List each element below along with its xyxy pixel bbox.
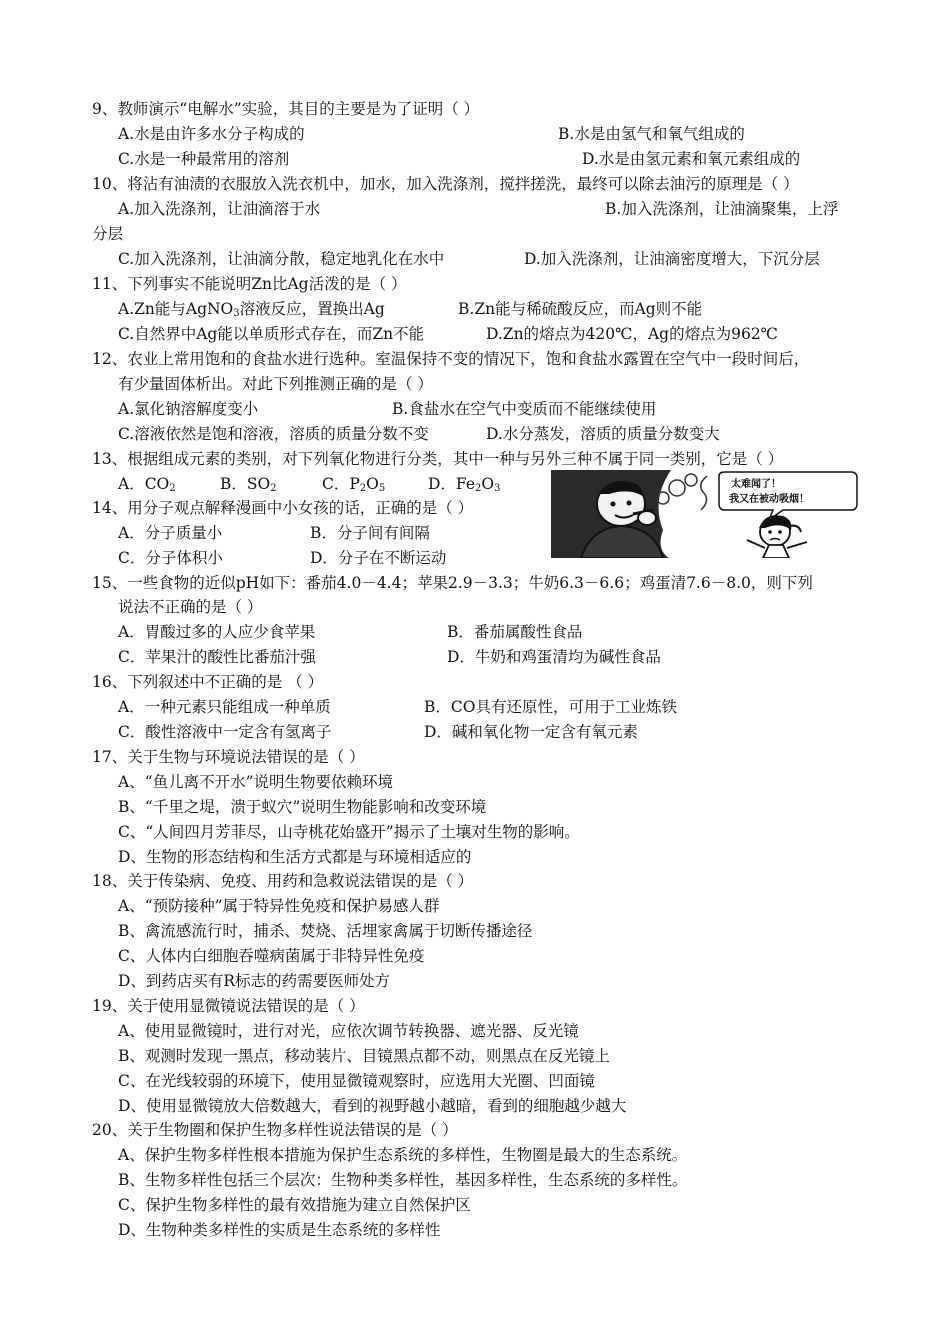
q17-option-b: B、“千里之堤，溃于蚁穴”说明生物能影响和改变环境 (118, 798, 487, 816)
q16-stem: 16、下列叙述中不正确的是 （ ） (92, 673, 324, 691)
q15-stem: 15、一些食物的近似pH如下：番茄4.0－4.4；苹果2.9－3.3；牛奶6.3－6.6；鸡蛋清7.6－8.0，则下列 (92, 574, 813, 592)
q18-option-d: D、到药店买有R标志的药需要医师处方 (118, 972, 391, 990)
q16-option-a: A．一种元素只能组成一种单质 (118, 698, 331, 716)
q10-option-d: D.加入洗涤剂，让油滴密度增大，下沉分层 (524, 250, 820, 268)
q11-stem: 11、下列事实不能说明Zn比Ag活泼的是（ ） (92, 275, 407, 293)
q10-option-c: C.加入洗涤剂，让油滴分散，稳定地乳化在水中 (118, 250, 445, 268)
q16-option-d: D．碱和氧化物一定含有氧元素 (424, 723, 638, 741)
q20-option-c: C、保护生物多样性的最有效措施为建立自然保护区 (118, 1196, 471, 1214)
q12-stem: 12、农业上常用饱和的食盐水进行选种。室温保持不变的情况下，饱和食盐水露置在空气中一段时间后， (92, 350, 810, 368)
q16-option-c: C．酸性溶液中一定含有氢离子 (118, 723, 332, 741)
q14-option-c: C．分子体积小 (118, 549, 223, 567)
q17-option-d: D、生物的形态结构和生活方式都是与环境相适应的 (118, 848, 472, 866)
q19-option-a: A、使用显微镜时，进行对光，应依次调节转换器、遮光器、反光镜 (118, 1022, 579, 1040)
q13-option-c: C．$P_2O_5$ (322, 475, 386, 494)
q17-option-c: C、“人间四月芳菲尽，山寺桃花始盛开”揭示了土壤对生物的影响。 (118, 823, 580, 841)
q20-option-b: B、生物多样性包括三个层次：生物种类多样性，基因多样性，生态系统的多样性。 (118, 1171, 688, 1189)
q14-option-a: A．分子质量小 (118, 524, 223, 542)
q13-option-a: A．$CO_2$ (118, 475, 176, 494)
q15-stem-continued: 说法不正确的是（ ） (118, 598, 263, 616)
q15-option-d: D．牛奶和鸡蛋清均为碱性食品 (447, 648, 661, 666)
q19-option-d: D、使用显微镜放大倍数越大，看到的视野越小越暗，看到的细胞越少越大 (118, 1097, 627, 1115)
q12-option-d: D.水分蒸发，溶质的质量分数变大 (486, 425, 720, 443)
q11-option-b: B.Zn能与稀硫酸反应，而Ag则不能 (458, 300, 703, 318)
q12-option-b: B.食盐水在空气中变质而不能继续使用 (392, 400, 657, 418)
q10-stem: 10、将沾有油渍的衣服放入洗衣机中，加水，加入洗涤剂，搅拌搓洗，最终可以除去油污的原理是（ ） (92, 175, 799, 193)
q11-option-c: C.自然界中Ag能以单质形式存在，而Zn不能 (118, 325, 425, 343)
q9-option-c: C.水是一种最常用的溶剂 (118, 150, 290, 168)
q15-option-a: A．胃酸过多的人应少食苹果 (118, 623, 316, 641)
q18-option-a: A、“预防接种”属于特异性免疫和保护易感人群 (118, 897, 440, 915)
q11-option-a: A.Zn能与AgNO$_3$溶液反应，置换出Ag (118, 300, 385, 319)
smoking-cartoon-image (551, 470, 860, 558)
q17-option-a: A、“鱼儿离不开水”说明生物要依赖环境 (118, 773, 394, 791)
q18-option-b: B、禽流感流行时，捕杀、焚烧、活埋家禽属于切断传播途径 (118, 922, 533, 940)
q20-option-d: D、生物种类多样性的实质是生态系统的多样性 (118, 1221, 441, 1239)
q15-option-b: B．番茄属酸性食品 (447, 623, 583, 641)
q14-stem: 14、用分子观点解释漫画中小女孩的话，正确的是（ ） (92, 499, 474, 517)
q14-option-d: D．分子在不断运动 (310, 549, 447, 567)
bubble-line-1: 太难闻了！ (731, 479, 781, 490)
q18-option-c: C、人体内白细胞吞噬病菌属于非特异性免疫 (118, 947, 425, 965)
q19-option-b: B、观测时发现一黑点，移动装片、目镜黑点都不动，则黑点在反光镜上 (118, 1047, 610, 1065)
q12-option-a: A.氯化钠溶解度变小 (118, 400, 259, 418)
q9-option-d: D.水是由氢元素和氧元素组成的 (582, 150, 801, 168)
q9-stem: 9、教师演示“电解水”实验，其目的主要是为了证明（ ） (92, 100, 480, 118)
q10-option-b-continued: 分层 (92, 225, 124, 243)
q14-option-b: B．分子间有间隔 (310, 524, 430, 542)
bubble-line-2: 我又在被动吸烟！ (729, 494, 809, 505)
q9-option-b: B.水是由氢气和氧气组成的 (558, 125, 745, 143)
q12-stem-continued: 有少量固体析出。对此下列推测正确的是（ ） (118, 375, 433, 393)
q13-option-b: B．$SO_2$ (220, 475, 277, 494)
q10-option-b: B.加入洗涤剂，让油滴聚集，上浮 (605, 200, 839, 218)
q9-option-a: A.水是由许多水分子构成的 (118, 125, 305, 143)
q18-stem: 18、关于传染病、免疫、用药和急救说法错误的是（ ） (92, 872, 474, 890)
q12-option-c: C.溶液依然是饱和溶液，溶质的质量分数不变 (118, 425, 429, 443)
q20-option-a: A、保护生物多样性根本措施为保护生态系统的多样性，生物圈是最大的生态系统。 (118, 1146, 688, 1164)
q13-stem: 13、根据组成元素的类别，对下列氧化物进行分类，其中一种与另外三种不属于同一类别，它是（ ） (92, 450, 784, 468)
q15-option-c: C．苹果汁的酸性比番茄汁强 (118, 648, 316, 666)
q19-stem: 19、关于使用显微镜说法错误的是（ ） (92, 997, 365, 1015)
q10-option-a: A.加入洗涤剂，让油滴溶于水 (118, 200, 321, 218)
q19-option-c: C、在光线较弱的环境下，使用显微镜观察时，应选用大光圈、凹面镜 (118, 1072, 595, 1090)
q11-option-d: D.Zn的熔点为420℃，Ag的熔点为962℃ (486, 325, 779, 343)
q16-option-b: B．CO具有还原性，可用于工业炼铁 (424, 698, 677, 716)
q13-option-d: D．$Fe_2O_3$ (428, 475, 501, 494)
q17-stem: 17、关于生物与环境说法错误的是（ ） (92, 748, 365, 766)
q20-stem: 20、关于生物圈和保护生物多样性说法错误的是（ ） (92, 1121, 458, 1139)
